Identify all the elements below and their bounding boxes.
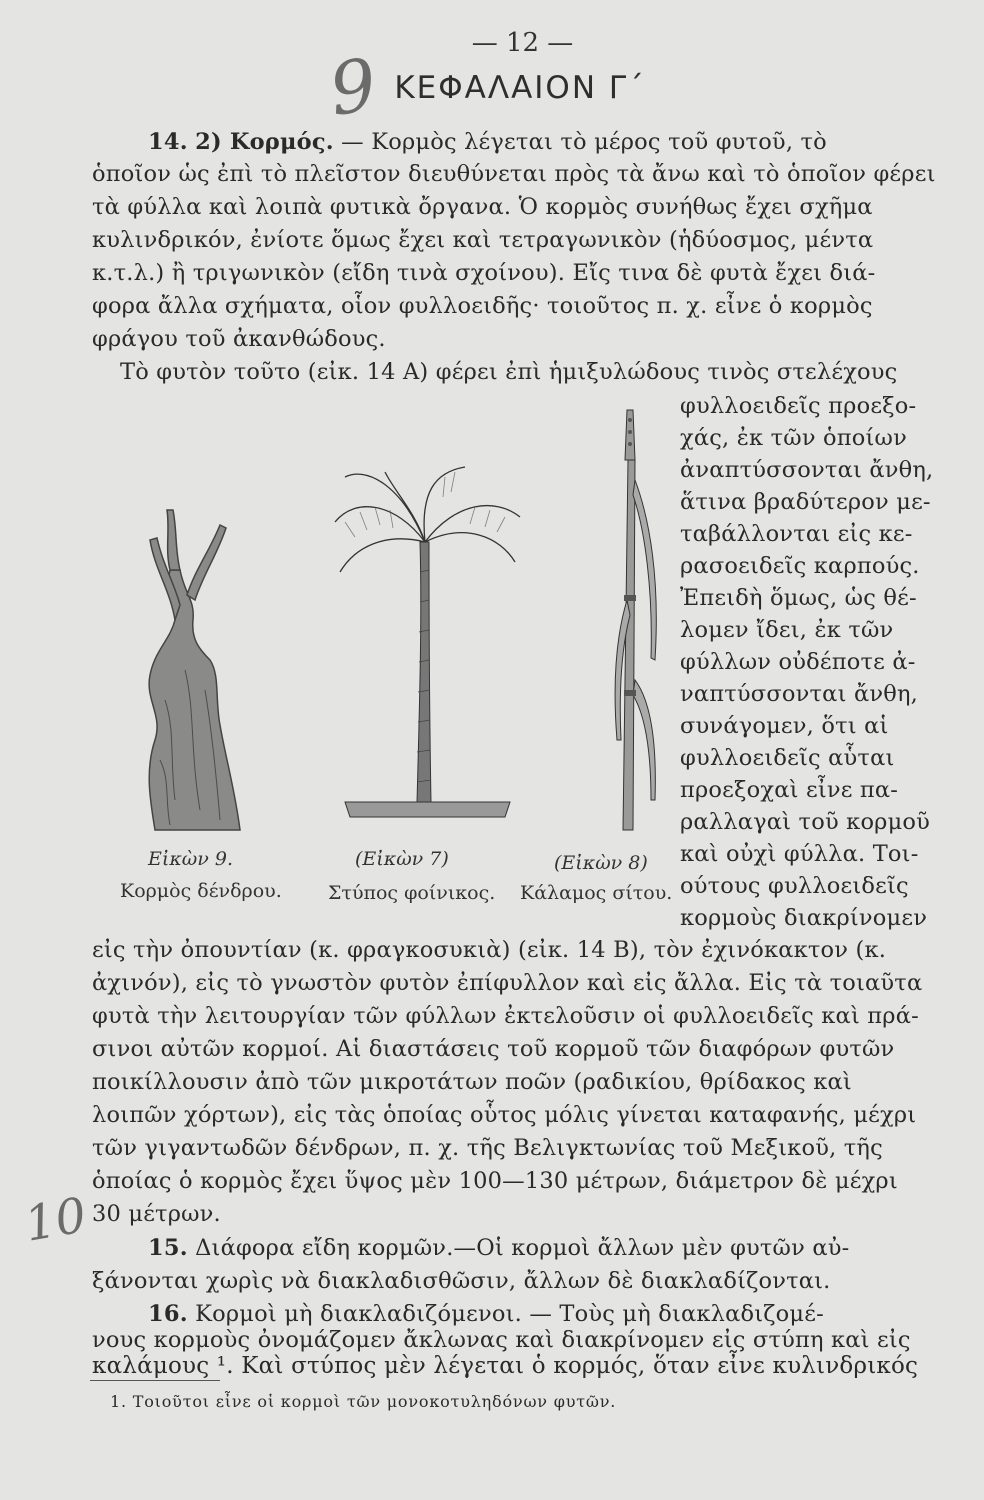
page-number: — 12 — [471,28,574,58]
footnote-rule [90,1380,220,1381]
text-line: ἀχινόν), εἰς τὸ γνωστὸν φυτὸν ἐπίφυλλον καὶ εἰς ἄλλα. Εἰς τὰ τοιαῦτα [92,970,923,996]
side-text-line: ούτους φυλλοειδεῖς [680,873,909,899]
side-text-line: ναπτύσσονται ἄνθη, [680,681,918,707]
tree-trunk-illustration [125,500,245,840]
side-text-line: φυλλοειδεῖς προεξο- [680,393,917,419]
side-text-line: κορμοὺς διακρίνομεν [680,905,928,931]
side-text-line: φύλλων οὐδέποτε ἀ- [680,649,916,675]
text-line: — Τοὺς μὴ διακλαδιζομέ- [529,1301,824,1327]
handwritten-page-mark: 9 [324,42,382,132]
text-line: κ.τ.λ.) ἢ τριγωνικὸν (εἴδη τινὰ σχοίνου). Εἴς τινα δὲ φυτὰ ἔχει διά- [92,260,876,286]
side-text-line: φυλλοειδεῖς αὗται [680,745,895,771]
text-line: σινοι αὐτῶν κορμοί. Αἱ διαστάσεις τοῦ κορμοῦ τῶν διαφόρων φυτῶν [92,1036,895,1062]
text-line: 30 μέτρων. [92,1201,221,1227]
text-line: φορα ἄλλα σχήματα, οἷον φυλλοειδῆς· τοιοῦτος π. χ. εἶνε ὁ κορμὸς [92,293,873,319]
text-line: — Κορμὸς λέγεται τὸ μέρος τοῦ φυτοῦ, τὸ [341,129,827,155]
palm-tree-illustration [325,462,525,832]
section-number: 14. [148,129,188,155]
side-text-line: καὶ οὐχὶ φύλλα. Τοι- [680,841,919,867]
section-title: Κορμοὶ μὴ διακλαδιζόμενοι. [195,1301,522,1327]
figure-caption: Κάλαμος σίτου. [520,882,673,904]
text-line: φυτὰ τὴν λειτουργίαν τῶν φύλλων ἐκτελοῦσιν οἱ φυλλοειδεῖς καὶ πρά- [92,1003,919,1029]
section-number: 16. [148,1301,188,1327]
text-line: λοιπῶν χόρτων), εἰς τὰς ὁποίας οὗτος μόλις γίνεται καταφανής, μέχρι [92,1102,917,1128]
footnote: 1. Τοιοῦτοι εἶνε οἱ κορμοὶ τῶν μονοκοτυληδόνων φυτῶν. [110,1392,617,1411]
text-line: φράγου τοῦ ἀκανθώδους. [92,326,386,352]
text-line: τὰ φύλλα καὶ λοιπὰ φυτικὰ ὄργανα. Ὁ κορμὸς συνήθως ἔχει σχῆμα [92,194,873,220]
figure-label: (Εἰκὼν 7) [355,848,449,870]
side-text-line: ἅτινα βραδύτερον με- [680,489,931,515]
side-text-line: λομεν ἴδει, ἐκ τῶν [680,617,894,643]
text-line: εἰς τὴν ὀπουντίαν (κ. φραγκοσυκιὰ) (εἰκ. 14 Β), τὸν ἐχινόκακτον (κ. [92,937,887,963]
section-14-heading [148,128,827,156]
figure-label: Εἰκὼν 9. [148,848,233,870]
figure-label: (Εἰκὼν 8) [554,852,648,874]
text-line: ξάνονται χωρὶς νὰ διακλαδισθῶσιν, ἄλλων δὲ διακλαδίζονται. [92,1268,831,1294]
section-15-heading [148,1234,849,1262]
side-text-line: ρασοειδεῖς καρπούς. [680,553,920,579]
section-title: 2) Κορμός. [195,129,334,155]
text-line: ὁποῖον ὡς ἐπὶ τὸ πλεῖστον διευθύνεται πρὸς τὰ ἄνω καὶ τὸ ὁποῖον φέρει [92,161,936,187]
handwritten-margin-mark: 10 [20,1187,91,1253]
text-line: ὁποίας ὁ κορμὸς ἔχει ὕψος μὲν 100—130 μέτρων, διάμετρον δὲ μέχρι [92,1168,898,1194]
text-line: κυλινδρικόν, ἐνίοτε ὅμως ἔχει καὶ τετραγωνικὸν (ἡδύοσμος, μέντα [92,227,874,253]
text-line: νους κορμοὺς ὀνομάζομεν ἄκλωνας καὶ διακρίνομεν εἰς στύπη καὶ εἰς [92,1327,911,1353]
text-line: Τὸ φυτὸν τοῦτο (εἰκ. 14 Α) φέρει ἐπὶ ἡμιξυλώδους τινὸς στελέχους [120,359,898,385]
side-text-line: ταβάλλονται εἰς κε- [680,521,913,547]
section-title: Διάφορα εἴδη κορμῶν. [195,1235,454,1261]
side-text-line: ἀναπτύσσονται ἄνθη, [680,457,934,483]
side-text-line: Ἐπειδὴ ὅμως, ὡς θέ- [680,585,917,611]
section-number: 15. [148,1235,188,1261]
text-line: καλάμους ¹. Καὶ στύπος μὲν λέγεται ὁ κορμός, ὅταν εἶνε κυλινδρικός [92,1353,919,1379]
chapter-title: ΚΕΦΑΛΑΙΟΝ Γ΄ [394,70,646,106]
section-16-heading [148,1300,824,1328]
side-text-line: προεξοχαὶ εἶνε πα- [680,777,899,803]
side-text-line: συνάγομεν, ὅτι αἱ [680,713,889,739]
text-line: τῶν γιγαντωδῶν δένδρων, π. χ. τῆς Βελιγκτωνίας τοῦ Μεξικοῦ, τῆς [92,1135,883,1161]
text-line: ποικίλλουσιν ἀπὸ τῶν μικροτάτων ποῶν (ραδικίου, θρίδακος καὶ [92,1069,852,1095]
figure-caption: Κορμὸς δένδρου. [120,880,282,902]
side-text-line: ραλλαγαὶ τοῦ κορμοῦ [680,809,931,835]
side-text-line: χάς, ἐκ τῶν ὁποίων [680,425,907,451]
text-line: —Οἱ κορμοὶ ἄλλων μὲν φυτῶν αὐ- [453,1235,850,1261]
wheat-stalk-illustration [605,400,665,840]
figure-caption: Στύπος φοίνικος. [328,882,496,904]
